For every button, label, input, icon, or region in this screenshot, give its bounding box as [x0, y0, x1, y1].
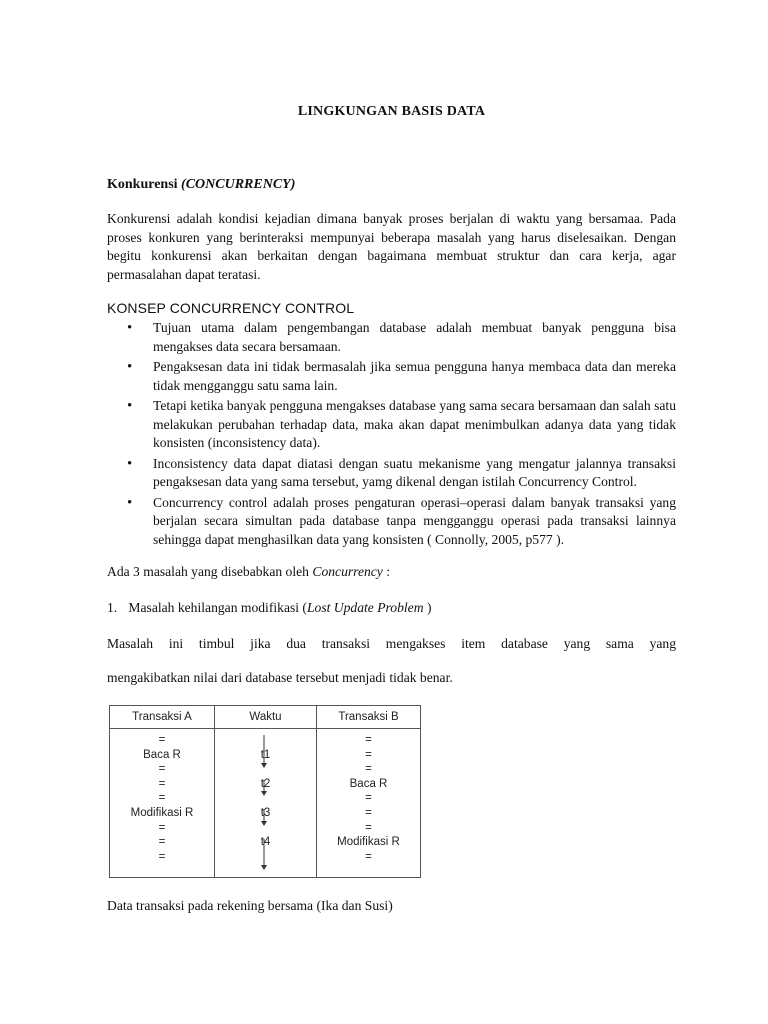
problems-intro-term: Concurrency [312, 564, 383, 579]
table-caption: Data transaksi pada rekening bersama (Ika dan Susi) [107, 898, 393, 913]
transaction-table [109, 705, 421, 878]
problem-1-suffix: ) [426, 600, 432, 615]
cell-line: Baca R [143, 748, 181, 761]
problem-1-paragraph-line1: Masalah ini timbul jika dua transaksi mengakses item database yang sama yang [107, 636, 676, 651]
bullet-icon: • [127, 494, 133, 511]
cell-line: Baca R [349, 777, 388, 790]
cell-line: Modifikasi R [337, 836, 400, 849]
time-label: t3 [260, 806, 271, 819]
table-row [110, 729, 421, 878]
concept-bullet-list [107, 319, 676, 551]
column-waktu [215, 729, 317, 878]
time-label: t1 [260, 748, 271, 761]
cell-line: Modifikasi R [130, 806, 194, 819]
cell-line: = [158, 792, 166, 805]
list-item [107, 358, 676, 395]
list-item [107, 319, 676, 356]
bullet-text: Tetapi ketika banyak pengguna mengakses database yang sama secara bersamaan dan salah satu melakukan perubahan terhadap data, maka akan dapat menimbulkan adanya data yang tidak konsisten (inconsistency data). [153, 398, 676, 450]
cell-line: = [158, 836, 166, 849]
cell-line: = [158, 777, 166, 790]
bullet-text: Inconsistency data dapat diatasi dengan suatu mekanisme yang mengatur jalannya transaksi pengaksesan data yang sama tersebut, yamg dikenal dengan istilah Concurrency Control. [153, 455, 676, 489]
section-heading-paren: (CONCURRENCY) [181, 177, 296, 192]
cell-line: = [365, 792, 372, 805]
problem-1-paragraph-line2: mengakibatkan nilai dari database tersebut menjadi tidak benar. [107, 670, 453, 685]
problem-1-term: Lost Update Problem [306, 600, 424, 615]
cell-line: = [158, 821, 166, 834]
section-heading-main: Konkurensi [107, 177, 178, 192]
bullet-icon: • [127, 455, 133, 472]
cell-line: = [365, 748, 372, 761]
list-item [107, 397, 676, 453]
problems-intro [107, 564, 390, 580]
bullet-text: Tujuan utama dalam pengembangan database adalah membuat banyak pengguna bisa mengakses data secara bersamaan. [153, 320, 676, 354]
bullet-icon: • [127, 359, 133, 375]
section-heading [107, 177, 295, 193]
bullet-icon: • [127, 320, 133, 336]
bullet-icon: • [127, 398, 133, 414]
cell-line: = [365, 821, 372, 834]
problems-intro-text: Ada 3 masalah yang disebabkan oleh [107, 564, 309, 579]
cell-line: = [158, 763, 166, 776]
table-header-row [110, 706, 421, 729]
problem-1-heading [107, 600, 431, 616]
problem-1-number: 1. [107, 600, 118, 615]
cell-line: = [365, 850, 372, 863]
column-transaksi-b [317, 729, 421, 878]
cell-line: = [365, 763, 372, 776]
header-transaksi-b: Transaksi B [317, 706, 421, 729]
cell-line: = [365, 734, 372, 746]
bullet-text: Pengaksesan data ini tidak bermasalah jika semua pengguna hanya membaca data dan mereka tidak mengganggu satu sama lain. [153, 359, 676, 393]
header-waktu: Waktu [215, 706, 317, 729]
page-title: LINGKUNGAN BASIS DATA [297, 104, 486, 119]
time-label: t4 [260, 836, 271, 849]
problems-intro-suffix: : [386, 564, 391, 579]
list-item [107, 455, 676, 492]
column-transaksi-a [110, 729, 215, 878]
bullet-text: Concurrency control adalah proses pengaturan operasi–operasi dalam banyak transaksi yang berjalan secara simultan pada database tanpa mengganggu operasi pada transaksi lainnya sehingga dapat menghasilkan data yang konsisten ( Connolly, 2005, p577 ). [153, 494, 676, 547]
intro-paragraph: Konkurensi adalah kondisi kejadian dimana banyak proses berjalan di waktu yang bersamaa. Pada proses konkuren yang berinteraksi mempunyai beberapa masalah yang harus diselesaikan. Dengan begitu konkurensi akan berkaitan dengan bagaimana membuat struktur dan cara kerja, agar permasalahan dapat teratasi. [107, 211, 676, 282]
cell-line: = [365, 806, 372, 819]
header-transaksi-a: Transaksi A [110, 706, 215, 729]
cell-line: = [158, 850, 166, 863]
cell-line: = [158, 734, 166, 746]
time-label: t2 [260, 777, 271, 790]
concept-heading: KONSEP CONCURRENCY CONTROL [107, 300, 355, 316]
timeline-arrow-icon [215, 729, 316, 877]
problem-1-text: Masalah kehilangan modifikasi ( [128, 600, 307, 615]
list-item [107, 494, 676, 550]
